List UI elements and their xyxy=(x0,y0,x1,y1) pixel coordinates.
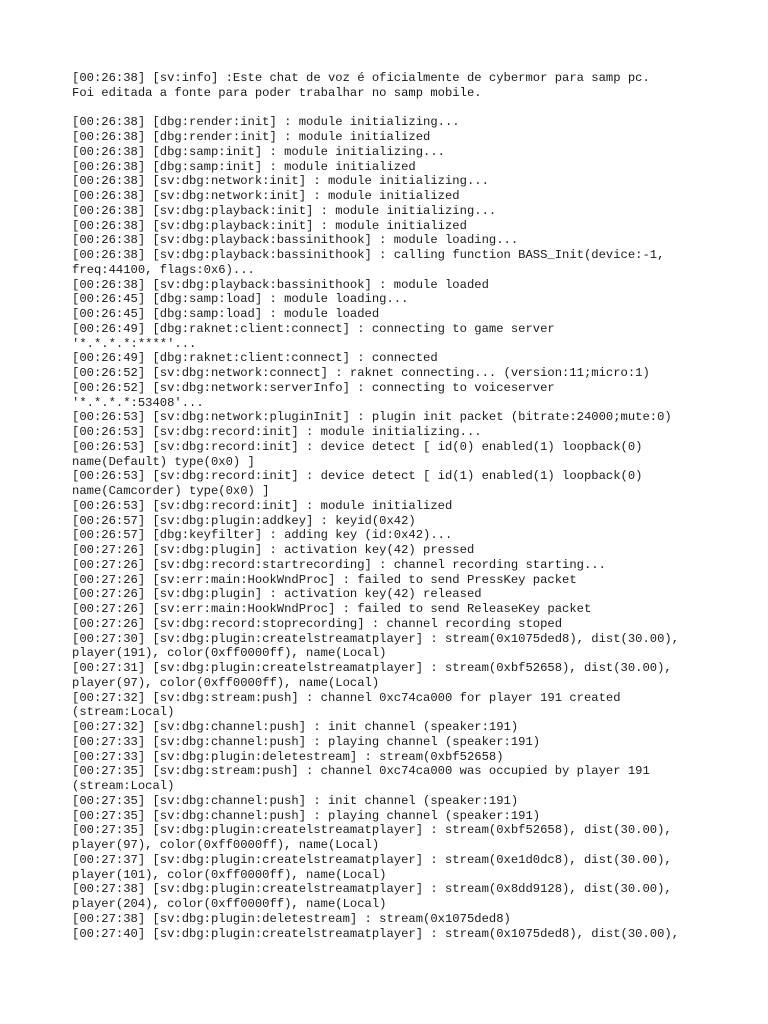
log-line: [00:27:33] [sv:dbg:plugin:deletestream] : stream(0xbf52658) xyxy=(72,749,504,764)
log-line: [00:26:49] [dbg:raknet:client:connect] : connected xyxy=(72,351,438,366)
log-line: [00:27:26] [sv:dbg:plugin] : activation key(42) pressed xyxy=(72,543,475,557)
log-line: [00:26:45] [dbg:samp:load] : module loading... xyxy=(72,292,409,307)
log-line: [00:26:53] [sv:dbg:network:pluginInit] : plugin init packet (bitrate:24000;mute:0) xyxy=(72,410,672,425)
log-line: '*.*.*.*:****'... xyxy=(72,336,197,351)
log-line: name(Default) type(0x0) ] xyxy=(72,454,255,469)
log-line: [00:27:38] [sv:dbg:plugin:deletestream] : stream(0x1075ded8) xyxy=(72,911,511,926)
log-line: '*.*.*.*:53408'... xyxy=(72,395,204,410)
log-line: [00:26:38] [sv:dbg:network:init] : module initialized xyxy=(72,189,460,203)
log-line: [00:27:32] [sv:dbg:channel:push] : init channel (speaker:191) xyxy=(72,720,519,734)
log-line: [00:26:38] [dbg:render:init] : module initializing... xyxy=(72,115,460,130)
log-line: [00:27:30] [sv:dbg:plugin:createlstreamatplayer] : stream(0x1075ded8), dist(30.00), xyxy=(72,631,680,646)
log-line: [00:26:53] [sv:dbg:record:init] : module initialized xyxy=(72,498,453,513)
log-line: [00:26:53] [sv:dbg:record:init] : module initializing... xyxy=(72,425,482,439)
log-line: [00:26:53] [sv:dbg:record:init] : device detect [ id(1) enabled(1) loopback(0) xyxy=(72,469,643,484)
log-line: [00:27:37] [sv:dbg:plugin:createlstreamatplayer] : stream(0xe1d0dc8), dist(30.00), xyxy=(72,852,672,867)
log-line: [00:27:38] [sv:dbg:plugin:createlstreamatplayer] : stream(0x8dd9128), dist(30.00), xyxy=(72,882,672,897)
log-line: player(97), color(0xff0000ff), name(Local) xyxy=(72,838,380,852)
log-line: [00:26:38] [sv:dbg:playback:bassinithook] : module loaded xyxy=(72,277,489,292)
log-line: [00:26:49] [dbg:raknet:client:connect] : connecting to game server xyxy=(72,321,555,336)
log-line: [00:27:26] [sv:dbg:plugin] : activation key(42) released xyxy=(72,587,482,602)
log-line: [00:26:53] [sv:dbg:record:init] : device detect [ id(0) enabled(1) loopback(0) xyxy=(72,439,643,454)
log-line: [00:26:57] [dbg:keyfilter] : adding key (id:0x42)... xyxy=(72,528,453,543)
log-line: [00:26:38] [sv:info] :Este chat de voz é oficialmente de cybermor para samp pc. xyxy=(72,71,650,85)
log-line: [00:26:38] [dbg:samp:init] : module initialized xyxy=(72,159,416,174)
log-text xyxy=(72,71,712,941)
log-line: [00:26:38] [sv:dbg:playback:bassinithook] : module loading... xyxy=(72,233,519,248)
log-line: [00:26:38] [dbg:render:init] : module initialized xyxy=(72,130,431,144)
log-line: Foi editada a fonte para poder trabalhar no samp mobile. xyxy=(72,85,482,100)
log-line: [00:26:38] [sv:dbg:playback:init] : module initialized xyxy=(72,218,467,233)
log-line: player(204), color(0xff0000ff), name(Local) xyxy=(72,897,387,911)
log-line: player(97), color(0xff0000ff), name(Local) xyxy=(72,675,380,690)
log-line: [00:27:35] [sv:dbg:plugin:createlstreamatplayer] : stream(0xbf52658), dist(30.00), xyxy=(72,823,672,838)
log-line: [00:26:38] [sv:dbg:playback:init] : module initializing... xyxy=(72,203,497,218)
log-line: [00:26:38] [dbg:samp:init] : module initializing... xyxy=(72,144,445,159)
log-line: [00:27:35] [sv:dbg:stream:push] : channel 0xc74ca000 was occupied by player 191 xyxy=(72,764,650,779)
log-line: [00:27:33] [sv:dbg:channel:push] : playing channel (speaker:191) xyxy=(72,734,541,749)
log-line: [00:26:45] [dbg:samp:load] : module loaded xyxy=(72,307,380,321)
log-line: [00:27:26] [sv:err:main:HookWndProc] : failed to send ReleaseKey packet xyxy=(72,602,592,616)
log-line: [00:27:26] [sv:dbg:record:startrecording] : channel recording starting... xyxy=(72,557,606,572)
log-line: player(101), color(0xff0000ff), name(Local) xyxy=(72,867,387,882)
log-line: [00:27:35] [sv:dbg:channel:push] : playing channel (speaker:191) xyxy=(72,808,541,823)
log-line: [00:27:26] [sv:err:main:HookWndProc] : failed to send PressKey packet xyxy=(72,572,577,587)
log-line: [00:27:26] [sv:dbg:record:stoprecording] : channel recording stoped xyxy=(72,616,563,631)
log-line: [00:26:38] [sv:dbg:network:init] : module initializing... xyxy=(72,174,489,189)
log-line: [00:26:38] [sv:dbg:playback:bassinithook] : calling function BASS_Init(device:-1, xyxy=(72,248,665,262)
log-line: [00:27:35] [sv:dbg:channel:push] : init channel (speaker:191) xyxy=(72,793,519,808)
log-line: [00:26:52] [sv:dbg:network:serverInfo] : connecting to voiceserver xyxy=(72,380,555,395)
log-line: [00:26:52] [sv:dbg:network:connect] : raknet connecting... (version:11;micro:1) xyxy=(72,366,650,380)
log-line: [00:26:57] [sv:dbg:plugin:addkey] : keyid(0x42) xyxy=(72,513,416,528)
log-line: [00:27:31] [sv:dbg:plugin:createlstreamatplayer] : stream(0xbf52658), dist(30.00), xyxy=(72,661,672,675)
log-line: (stream:Local) xyxy=(72,779,175,793)
log-line: name(Camcorder) type(0x0) ] xyxy=(72,484,270,498)
log-line: [00:27:40] [sv:dbg:plugin:createlstreamatplayer] : stream(0x1075ded8), dist(30.00), xyxy=(72,926,680,941)
log-line: player(191), color(0xff0000ff), name(Local) xyxy=(72,646,387,661)
log-line xyxy=(72,101,712,116)
log-line: freq:44100, flags:0x6)... xyxy=(72,262,255,277)
log-line: (stream:Local) xyxy=(72,705,175,720)
log-line: [00:27:32] [sv:dbg:stream:push] : channel 0xc74ca000 for player 191 created xyxy=(72,690,621,705)
